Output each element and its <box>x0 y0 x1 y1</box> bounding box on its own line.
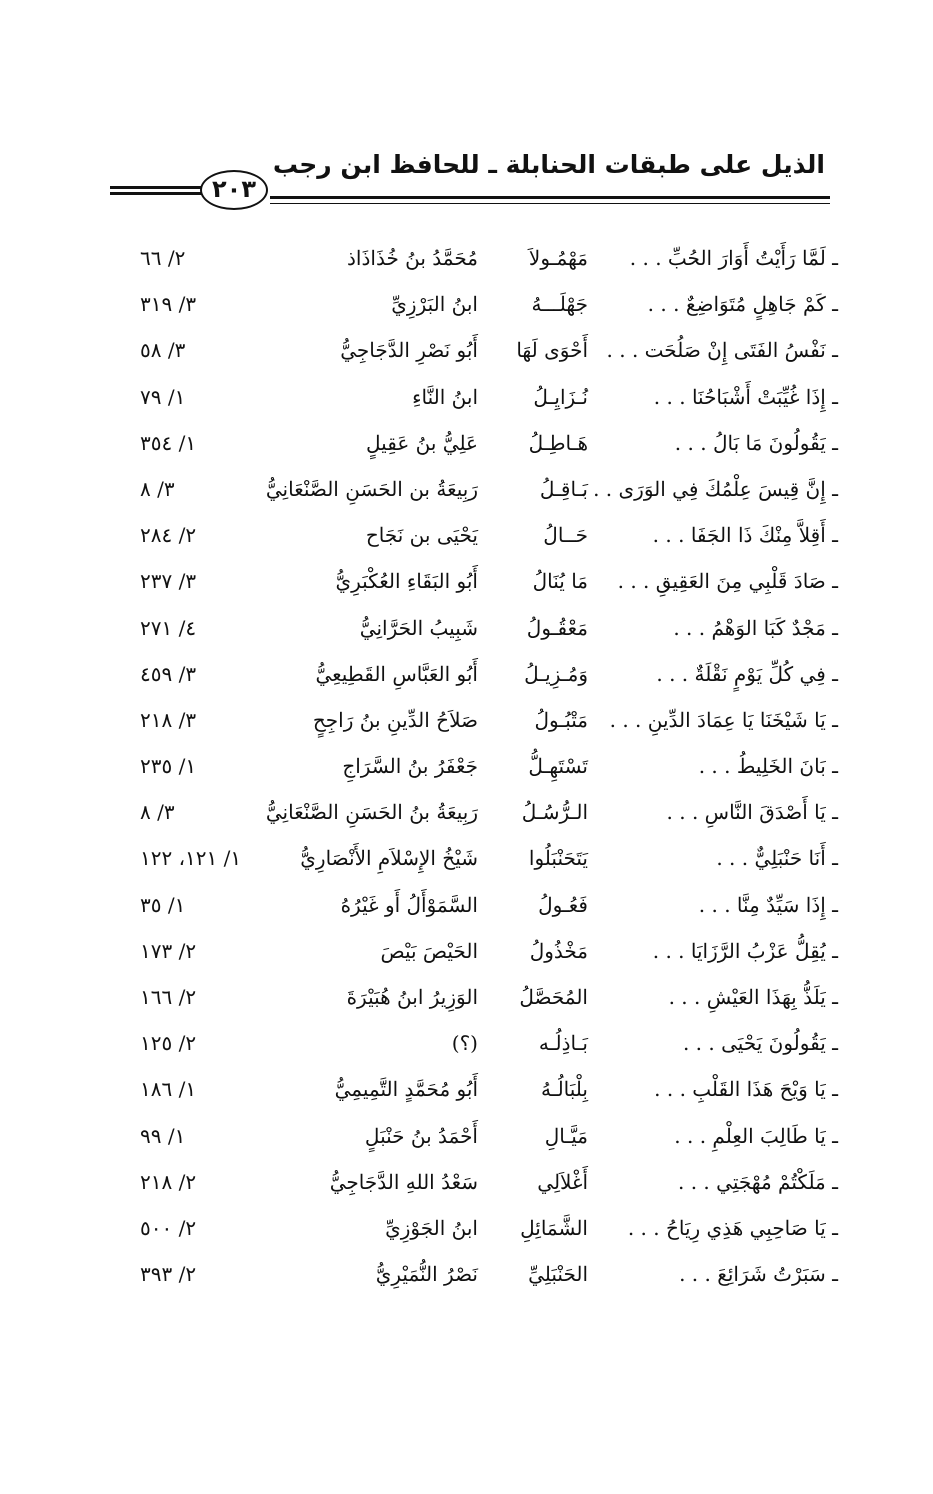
verse-cell: ـ إِذَا غُيِّبَتْ أَشْبَاحُنَا . . . <box>653 384 838 409</box>
header-rule-left-top <box>110 186 202 189</box>
rhyme-cell: الشَّمَائِلِ <box>520 1215 588 1240</box>
poet-cell: صَلاَحُ الدِّينِ بنُ رَاجِحٍ <box>312 707 478 732</box>
reference-cell: ١/ ٩٩ <box>140 1123 186 1148</box>
verse-cell: ـ سَبَرْتُ شَرَائِعَ . . . <box>679 1262 838 1287</box>
verse-cell: ـ يُقِلُّ عَزْبُ الرَّزَايَا . . . <box>652 938 838 963</box>
verse-cell: ـ يَا صَاحِبِي هَذِي رِيَاحُ . . . <box>627 1215 838 1240</box>
poet-cell: أَبُو العَبَّاسِ القَطِيعِيُّ <box>315 661 478 686</box>
poet-cell: شَيْخُ الإِسْلاَمِ الأَنْصَارِيُّ <box>300 846 478 871</box>
verse-cell: ـ إِنَّ قِيسَ عِلْمُكَ فِي الوَرَى . . . <box>580 476 838 501</box>
rhyme-cell: أَغْلاَلِي <box>537 1169 588 1194</box>
rhyme-cell: وَمُـزِيـلُ <box>524 661 588 686</box>
reference-cell: ٢/ ١٧٣ <box>140 938 197 963</box>
verse-cell: ـ لَمَّا رَأَيْتُ أَوَارَ الحُبِّ . . . <box>629 246 838 270</box>
poet-cell: شَبِيبُ الحَرَّانِيُّ <box>359 615 478 640</box>
table-row <box>0 330 933 376</box>
poet-cell: يَحْيَى بن نَجَاح <box>365 523 478 548</box>
poet-cell: رَبِيعَةُ بن الحَسَنِ الصَّنْعَانِيُّ <box>265 476 478 501</box>
reference-cell: ٣/ ٥٨ <box>140 338 186 363</box>
reference-cell: ٣/ ٨ <box>140 476 175 501</box>
page-number: ٢٠٣ <box>200 170 268 210</box>
table-row <box>0 284 933 330</box>
rhyme-cell: جَهْلَـــهُ <box>531 292 588 317</box>
reference-cell: ٢/ ٢١٨ <box>140 1169 197 1194</box>
verse-cell: ـ نَفْسُ الفَتَى إِنْ صَلُحَت . . . <box>606 338 838 363</box>
poet-cell: أَحْمَدُ بنُ حَنْبَلٍ <box>364 1123 478 1148</box>
rhyme-cell: الحَنْبَلِيِّ <box>528 1262 588 1287</box>
table-row <box>0 746 933 792</box>
poet-cell: ابنُ النَّاءِ <box>412 384 478 409</box>
table-row <box>0 1254 933 1300</box>
table-row <box>0 608 933 654</box>
rhyme-cell: حَــالُ <box>543 523 588 548</box>
rhyme-cell: مَهْمُـولاَ <box>528 246 588 270</box>
rhyme-cell: تَسْتَهِـلُّ <box>528 754 588 779</box>
poet-cell: (؟) <box>451 1031 478 1056</box>
verse-cell: ـ كَمْ جَاهِلٍ مُتَوَاضِعٌ . . . <box>647 292 838 317</box>
table-row <box>0 469 933 515</box>
table-row <box>0 838 933 884</box>
reference-cell: ٣/ ٨ <box>140 800 175 825</box>
reference-cell: ١/ ٢٣٥ <box>140 754 197 779</box>
rhyme-cell: يَتَحَنْبَلُوا <box>528 846 588 871</box>
table-row <box>0 792 933 838</box>
reference-cell: ٢/ ٦٦ <box>140 246 186 270</box>
poet-cell: الحَيْصَ بَيْصَ <box>380 938 478 963</box>
reference-cell: ١/ ١٨٦ <box>140 1077 197 1102</box>
table-row <box>0 515 933 561</box>
rhyme-cell: بَـاذِلُـه <box>538 1031 588 1056</box>
rhyme-cell: الـرُّسُـلُ <box>521 800 588 825</box>
rhyme-cell: أَحْوَى لَهَا <box>516 338 588 363</box>
poet-cell: أَبُو البَقَاءِ العُكْبَرِيُّ <box>335 569 478 594</box>
rhyme-cell: بِلْبَالُـهُ <box>541 1077 588 1102</box>
table-row <box>0 700 933 746</box>
poet-cell: نَصْرُ النُّمَيْرِيُّ <box>375 1262 478 1287</box>
verse-cell: ـ يَقُولُونَ مَا بَالُ . . . <box>674 430 838 455</box>
verse-index-table <box>0 238 933 1300</box>
verse-cell: ـ صَادَ قَلْبِي مِنَ العَقِيقِ . . . <box>617 569 838 594</box>
verse-cell: ـ بَانَ الخَلِيطُ . . . <box>698 754 838 779</box>
verse-cell: ـ إِذَا سَيِّدٌ مِنَّا . . . <box>698 892 838 917</box>
rhyme-cell: مَعْقُـولُ <box>526 615 588 640</box>
verse-cell: ـ مَلَكْتُمْ مُهْجَتِي . . . <box>678 1169 838 1194</box>
poet-cell: عَلِيُّ بنُ عَقِيلٍ <box>366 430 478 455</box>
reference-cell: ٤/ ٢٧١ <box>140 615 197 640</box>
poet-cell: أَبُو مُحَمَّدٍ التَّمِيمِيُّ <box>334 1077 478 1102</box>
reference-cell: ٣/ ٢٣٧ <box>140 569 197 594</box>
table-row <box>0 931 933 977</box>
rhyme-cell: مَخْذُولُ <box>529 938 588 963</box>
poet-cell: الوَزِيرُ ابنُ هُبَيْرَةَ <box>346 985 478 1009</box>
table-row <box>0 1208 933 1254</box>
reference-cell: ٣/ ٣١٩ <box>140 292 197 317</box>
rhyme-cell: مَتْبُـولُ <box>534 707 588 732</box>
poet-cell: جَعْفَرُ بنُ السَّرَاجِ <box>342 754 478 779</box>
table-row <box>0 1162 933 1208</box>
reference-cell: ٢/ ٣٩٣ <box>140 1262 197 1287</box>
poet-cell: مُحَمَّدُ بنُ خُذَاذَاذ <box>347 246 478 270</box>
verse-cell: ـ يَا أَصْدَقَ النَّاسِ . . . <box>666 800 838 825</box>
reference-cell: ٢/ ٥٠٠ <box>140 1215 197 1240</box>
reference-cell: ١/ ٣٥٤ <box>140 430 197 455</box>
verse-cell: ـ فِي كُلِّ يَوْمٍ نَقْلَةٌ . . . <box>656 661 838 686</box>
table-row <box>0 1069 933 1115</box>
header-rule-thin <box>270 203 830 204</box>
poet-cell: ابنُ الجَوْزِيِّ <box>385 1215 478 1240</box>
rhyme-cell: مَا يُنَالُ <box>532 569 588 594</box>
reference-cell: ٢/ ٢٨٤ <box>140 523 197 548</box>
table-row <box>0 654 933 700</box>
verse-cell: ـ مَجْدٌ كَبَا الوَهْمُ . . . <box>673 615 838 640</box>
rhyme-cell: نُـزَايِـلُ <box>533 384 588 409</box>
header-rule-left-bottom <box>110 192 202 195</box>
poet-cell: سَعْدُ اللهِ الدَّجَاجِيُّ <box>329 1169 478 1194</box>
table-row <box>0 977 933 1023</box>
verse-cell: ـ يَا شَيْخَنَا يَا عِمَادَ الدِّينِ . . . <box>609 707 838 732</box>
poet-cell: ابنُ البَرْزِيِّ <box>391 292 478 317</box>
rhyme-cell: فَعُـولُ <box>538 892 588 917</box>
verse-cell: ـ يَا وَيْحَ هَذَا القَلْبِ . . . <box>654 1077 838 1102</box>
reference-cell: ٢/ ١٦٦ <box>140 985 197 1009</box>
reference-cell: ١/ ٧٩ <box>140 384 186 409</box>
table-row <box>0 561 933 607</box>
reference-cell: ١/ ٣٥ <box>140 892 186 917</box>
verse-cell: ـ أَقِلاَّ مِنْكَ ذَا الجَفَا . . . <box>652 523 838 548</box>
rhyme-cell: بَـاقِـلُ <box>539 476 588 501</box>
verse-cell: ـ يَا طَالِبَ العِلْمِ . . . <box>674 1123 838 1148</box>
table-row <box>0 377 933 423</box>
rhyme-cell: هَـاطِـلُ <box>528 430 588 455</box>
table-row <box>0 1023 933 1069</box>
poet-cell: السَّمَوْأَلُ أَو غَيْرُهُ <box>340 892 478 917</box>
table-row <box>0 1116 933 1162</box>
rhyme-cell: مَيَّـالِ <box>544 1123 588 1148</box>
table-row <box>0 885 933 931</box>
reference-cell: ٣/ ٤٥٩ <box>140 661 197 686</box>
reference-cell: ٣/ ٢١٨ <box>140 707 197 732</box>
table-row <box>0 238 933 284</box>
verse-cell: ـ يَقُولُونَ يَحْيَى . . . <box>682 1031 838 1056</box>
running-header-title: الذيل على طبقات الحنابلة ـ للحافظ ابن رجب <box>272 150 825 179</box>
header-rule-long <box>270 196 830 199</box>
reference-cell: ١/ ١٢١، ١٢٢ <box>140 846 242 871</box>
verse-cell: ـ يَلَذُّ بِهَذَا العَيْشِ . . . <box>668 985 838 1009</box>
verse-cell: ـ أَنَا حَنْبَلِيٌّ . . . <box>716 846 838 871</box>
poet-cell: رَبِيعَةُ بنُ الحَسَنِ الصَّنْعَانِيُّ <box>265 800 478 825</box>
reference-cell: ٢/ ١٢٥ <box>140 1031 197 1056</box>
poet-cell: أَبُو نَصْرِ الدَّجَاجِيُّ <box>340 338 478 363</box>
table-row <box>0 423 933 469</box>
rhyme-cell: المُحَصَّلُ <box>519 985 588 1009</box>
